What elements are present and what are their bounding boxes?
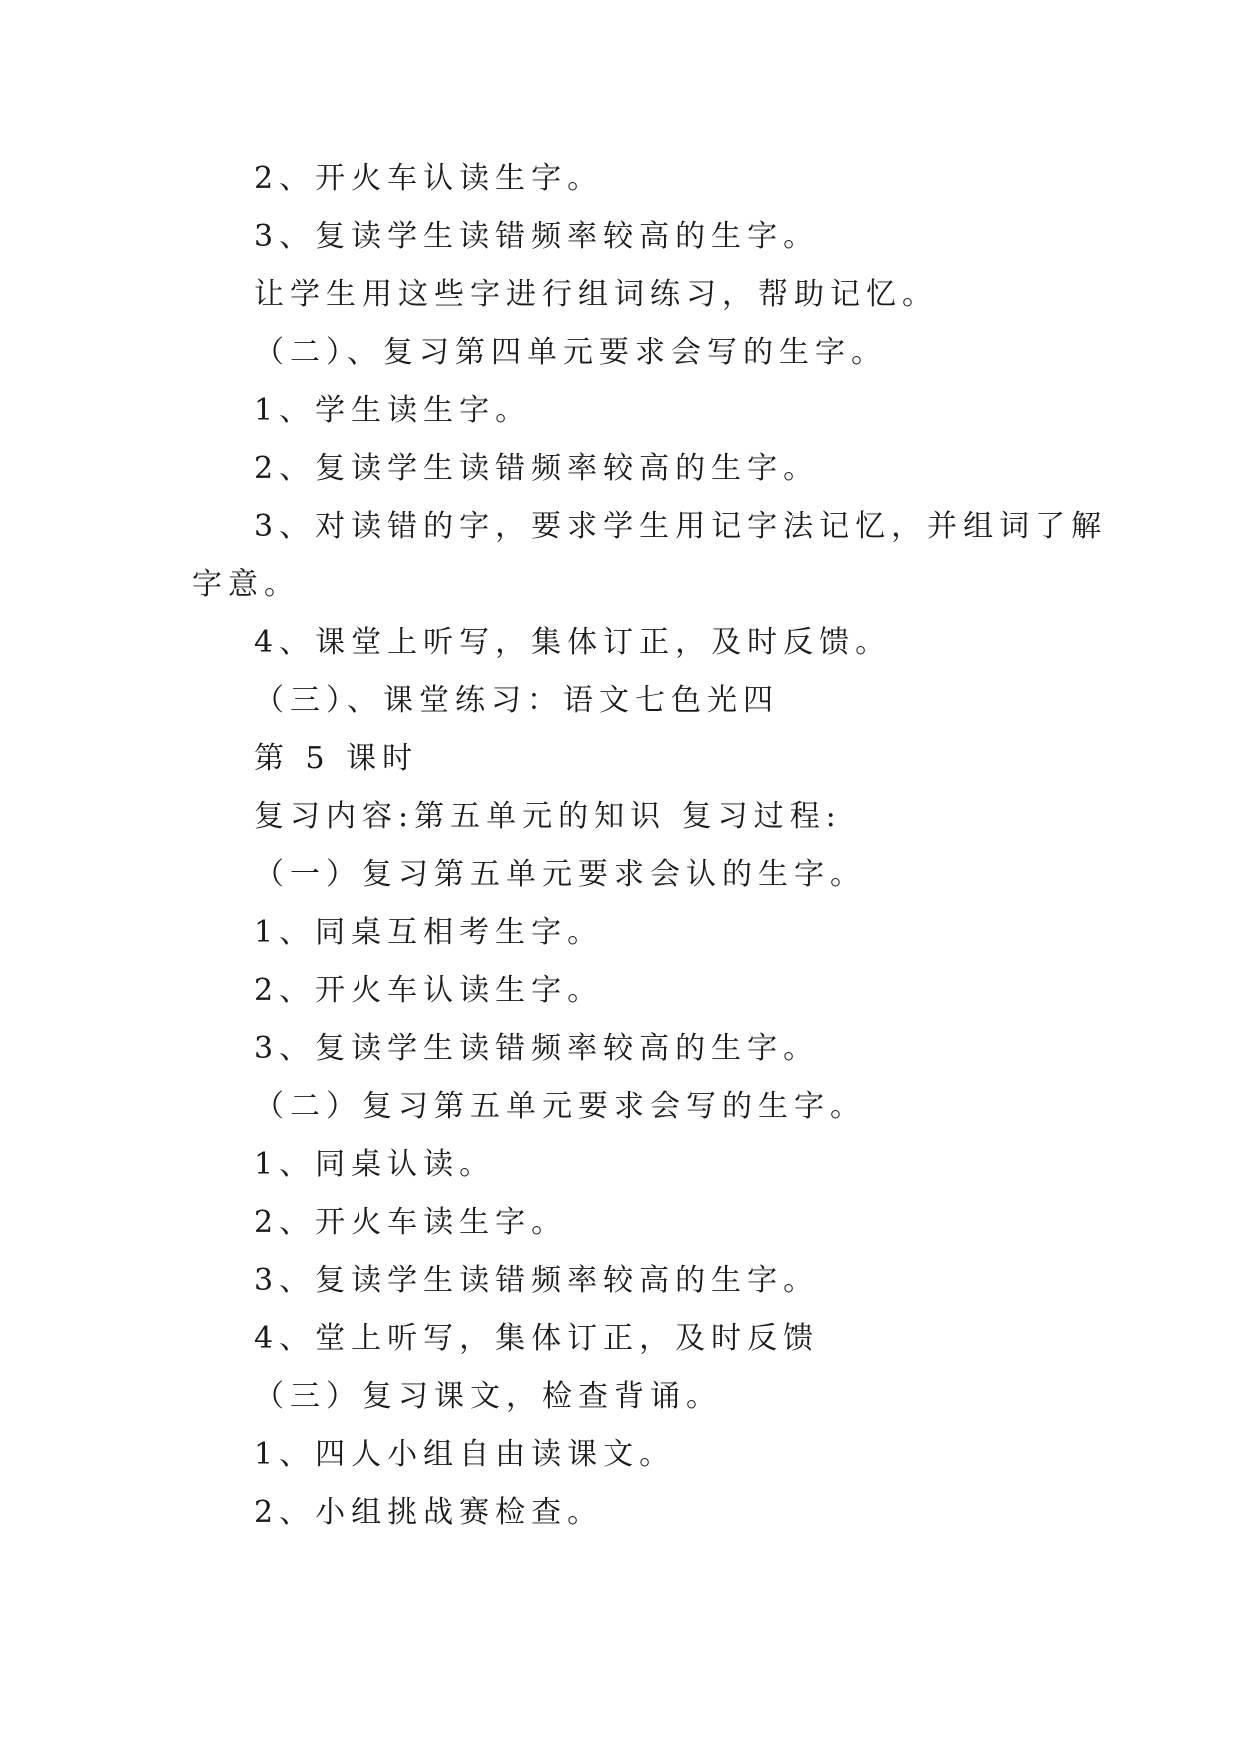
paragraph-line: 3、复读学生读错频率较高的生字。 (254, 1263, 820, 1298)
document-body (192, 150, 1108, 1542)
paragraph-line: 1、学生读生字。 (254, 393, 532, 428)
review-summary: 复习内容:第五单元的知识 复习过程: (254, 799, 842, 834)
paragraph-line: 2、开火车读生字。 (254, 1205, 568, 1240)
paragraph-line: 让学生用这些字进行组词练习，帮助记忆。 (254, 277, 938, 312)
paragraph-line: 3、复读学生读错频率较高的生字。 (254, 1031, 820, 1066)
paragraph-line: 1、四人小组自由读课文。 (254, 1437, 676, 1472)
paragraph-line: 1、同桌互相考生字。 (254, 915, 604, 950)
paragraph-line: 2、开火车认读生字。 (254, 161, 604, 196)
paragraph-line: 2、开火车认读生字。 (254, 973, 604, 1008)
paragraph-line-continuation: 字意。 (192, 567, 300, 602)
section-heading: （三）复习课文，检查背诵。 (254, 1379, 722, 1414)
section-heading: （一）复习第五单元要求会认的生字。 (254, 857, 866, 892)
lesson-title: 第 5 课时 (254, 741, 419, 776)
section-heading: （三）、课堂练习：语文七色光四 (254, 683, 779, 718)
section-heading: （二）、复习第四单元要求会写的生字。 (254, 335, 887, 370)
paragraph-line: 4、课堂上听写，集体订正，及时反馈。 (254, 625, 892, 660)
paragraph-line: 3、对读错的字，要求学生用记字法记忆，并组词了解 (254, 509, 1108, 544)
section-heading: （二）复习第五单元要求会写的生字。 (254, 1089, 866, 1124)
paragraph-line: 2、复读学生读错频率较高的生字。 (254, 451, 820, 486)
paragraph-line: 1、同桌认读。 (254, 1147, 496, 1182)
paragraph-line: 3、复读学生读错频率较高的生字。 (254, 219, 820, 254)
paragraph-line: 2、小组挑战赛检查。 (254, 1495, 604, 1530)
paragraph-line: 4、堂上听写，集体订正，及时反馈 (254, 1321, 820, 1356)
